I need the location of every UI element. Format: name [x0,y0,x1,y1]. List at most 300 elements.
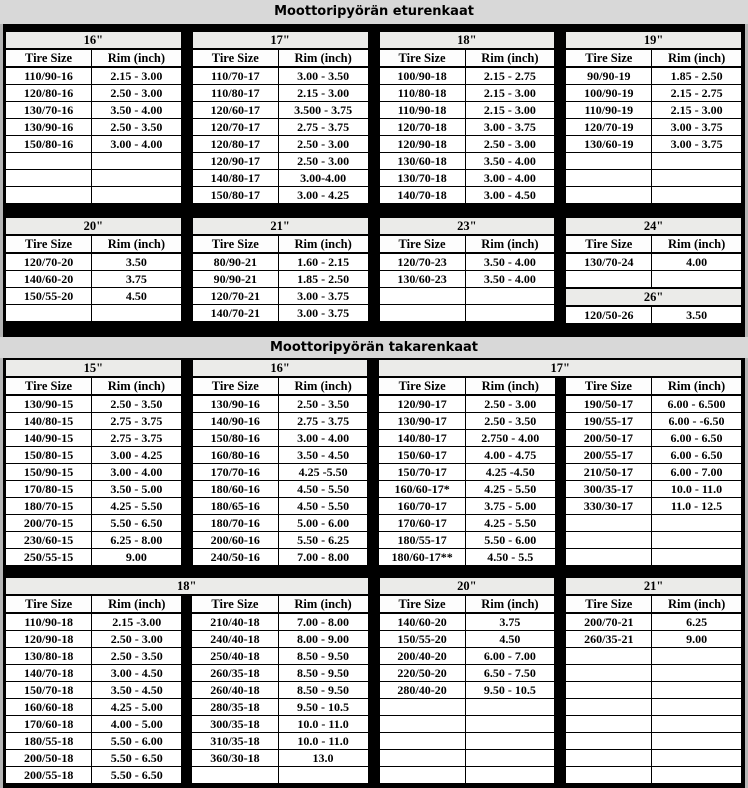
table-row [192,413,369,430]
rim-cell: 9.00 [92,549,182,567]
table-row [565,67,742,85]
rim-cell: 4.50 - 5.5 [465,549,555,567]
table-row [379,119,556,136]
table-row [379,187,556,205]
tire-size-cell: 120/90-18 [5,631,92,648]
tire-size-cell: 160/70-17 [378,498,465,515]
rim-cell: 2.75 - 3.75 [278,413,368,430]
table-row [378,447,555,464]
table-row [379,699,556,716]
tire-size-cell: 130/90-15 [5,395,92,413]
size-band: 21" [564,576,743,594]
section-title: Moottoripyörän eturenkaat [0,0,748,24]
column-header-row [192,235,369,253]
tire-size-cell: 200/55-18 [5,767,92,785]
table-band [3,30,745,205]
column-header-row [192,49,369,67]
column-header-tire-size: Tire Size [565,235,652,253]
table-row [565,253,742,271]
table-row [5,682,182,699]
table-body [192,253,369,322]
table-parts [4,234,183,323]
table-parts [191,376,370,567]
column-header-tire-size: Tire Size [192,49,279,67]
rim-cell: 3.50 - 4.00 [92,102,182,119]
column-header-rim: Rim (inch) [92,377,182,395]
table-body [5,67,182,204]
column-header-row [565,49,742,67]
tire-size-cell: 160/60-17* [378,481,465,498]
empty-cell [465,767,555,785]
empty-cell [379,767,466,785]
rim-cell: 1.85 - 2.50 [652,67,742,85]
column-header-rim: Rim (inch) [278,595,368,613]
column-header-row [565,235,742,253]
table-row [192,532,369,549]
tire-size-cell: 120/70-23 [379,253,466,271]
tire-table-part [4,48,183,205]
empty-cell [465,716,555,733]
table-row [379,631,556,648]
rim-cell: 3.00 - 3.75 [652,136,742,153]
table-row [565,682,742,699]
size-band: 20" [4,216,183,234]
rear-tires-section [3,337,745,785]
table-row [192,67,369,85]
column-header-tire-size: Tire Size [565,49,652,67]
tire-size-cell: 190/55-17 [565,413,652,430]
empty-cell [652,271,742,289]
rim-cell: 10.0 - 11.0 [652,481,742,498]
size-band: 23" [378,216,557,234]
rim-cell: 8.00 - 9.00 [278,631,368,648]
column-header-tire-size: Tire Size [191,595,278,613]
tire-size-cell: 260/40-18 [191,682,278,699]
tire-size-cell: 140/80-17 [192,170,279,187]
tire-size-cell: 130/80-18 [5,648,92,665]
tire-size-cell: 140/90-15 [5,430,92,447]
rim-cell: 2.50 - 3.00 [278,136,368,153]
table-row [192,305,369,323]
rim-cell: 3.50 - 4.00 [465,153,555,170]
column-header-row [378,377,555,395]
tire-table-part [378,48,557,205]
table-row [378,464,555,481]
table-row [5,665,182,682]
tire-size-cell: 150/55-20 [379,631,466,648]
rim-cell: 2.15 - 2.75 [652,85,742,102]
table-row [5,119,182,136]
table-row [191,716,368,733]
column-header-rim: Rim (inch) [652,595,742,613]
empty-cell [565,665,652,682]
tire-table-part [564,48,743,205]
tire-size-cell: 90/90-21 [192,271,279,288]
table-body [379,67,556,204]
tire-size-cell: 160/60-18 [5,699,92,716]
tire-size-cell: 240/50-16 [192,549,279,567]
rim-cell: 6.25 - 8.00 [92,532,182,549]
rim-cell: 4.25 - 5.50 [92,498,182,515]
tire-size-cell: 110/70-17 [192,67,279,85]
table-body [192,395,369,566]
table-row [192,119,369,136]
table-row [5,648,182,665]
rim-cell: 3.00 - 3.75 [278,305,368,323]
tire-size-cell: 140/70-18 [5,665,92,682]
rim-cell: 11.0 - 12.5 [652,498,742,515]
table-row [5,481,182,498]
rim-cell: 3.50 - 4.00 [465,271,555,288]
tire-table-18-inch [378,30,557,205]
tire-size-cell: 100/90-19 [565,85,652,102]
table-row [5,271,182,288]
table-row [5,85,182,102]
tire-size-cell: 130/70-16 [5,102,92,119]
empty-cell [565,733,652,750]
tire-size-cell: 90/90-19 [565,67,652,85]
empty-cell [565,648,652,665]
tire-size-cell: 150/60-17 [378,447,465,464]
empty-cell [652,153,742,170]
empty-cell [92,170,182,187]
column-header-tire-size: Tire Size [192,377,279,395]
tire-size-cell: 220/50-20 [379,665,466,682]
tire-table-21-inch [564,576,743,785]
column-header-rim: Rim (inch) [465,377,555,395]
rim-cell: 4.25 - 5.00 [92,699,182,716]
empty-cell [565,515,652,532]
tire-table-17-inch [377,358,743,567]
table-row [379,153,556,170]
tire-size-cell: 140/70-21 [192,305,279,323]
table-row [378,532,555,549]
rim-cell: 6.50 - 7.50 [465,665,555,682]
size-band: 21" [191,216,370,234]
tire-size-cell: 120/80-16 [5,85,92,102]
table-row [192,498,369,515]
tire-size-cell: 280/35-18 [191,699,278,716]
table-row [565,767,742,785]
size-band: 18" [4,576,370,594]
table-row [5,750,182,767]
table-row [5,532,182,549]
tire-table-20-inch [4,216,183,323]
rim-cell: 2.15 - 3.00 [652,102,742,119]
empty-cell [652,716,742,733]
tire-size-cell: 150/80-16 [192,430,279,447]
rim-cell: 5.50 - 6.00 [465,532,555,549]
column-header-row [192,235,369,253]
tire-table-part [191,376,370,567]
rim-cell: 3.00 - 4.50 [92,665,182,682]
rim-cell: 9.00 [652,631,742,648]
table-row [378,549,555,567]
table-row [5,699,182,716]
table-row [565,665,742,682]
column-header-row [378,377,555,395]
tire-table-17-inch [191,30,370,205]
rim-cell: 3.75 [92,271,182,288]
empty-cell [465,305,555,323]
tire-size-cell: 330/30-17 [565,498,652,515]
column-header-tire-size: Tire Size [5,49,92,67]
table-row [192,549,369,567]
tire-table-part [190,594,369,785]
rim-cell: 3.00 - 3.75 [465,119,555,136]
rim-cell: 3.00 - 3.75 [278,288,368,305]
table-row [565,271,742,289]
empty-cell [565,750,652,767]
tire-size-cell: 210/50-17 [565,464,652,481]
column-header-rim: Rim (inch) [92,235,182,253]
table-row [565,447,742,464]
table-row [192,464,369,481]
rim-cell: 3.00 - 4.25 [278,187,368,205]
table-parts [378,234,557,323]
table-row [5,305,182,323]
tire-size-cell: 300/35-17 [565,481,652,498]
tire-size-cell: 130/70-18 [379,170,466,187]
column-header-row [379,595,556,613]
table-body [378,395,555,566]
tire-table-21-inch [191,216,370,323]
table-row [565,631,742,648]
rim-cell: 2.15 - 3.00 [465,85,555,102]
rim-cell: 3.50 - 4.50 [92,682,182,699]
column-header-row [379,595,556,613]
table-row [191,699,368,716]
column-header-row [5,595,182,613]
column-header-tire-size: Tire Size [379,235,466,253]
table-row [565,119,742,136]
rim-cell: 4.50 - 5.50 [278,498,368,515]
table-row [192,481,369,498]
rim-cell: 4.00 [652,253,742,271]
tire-size-cell: 180/55-17 [378,532,465,549]
rim-cell: 2.75 - 3.75 [92,430,182,447]
tire-size-cell: 120/70-19 [565,119,652,136]
tire-size-cell: 200/40-20 [379,648,466,665]
rim-cell: 2.50 - 3.50 [278,395,368,413]
rim-cell: 10.0 - 11.0 [278,716,368,733]
column-header-row [192,49,369,67]
rim-cell: 6.25 [652,613,742,631]
size-band: 17" [377,358,743,376]
empty-cell [565,699,652,716]
table-row [191,631,368,648]
empty-cell [652,733,742,750]
rim-cell: 5.50 - 6.50 [92,767,182,785]
column-header-rim: Rim (inch) [465,235,555,253]
empty-cell [565,716,652,733]
table-row [5,395,182,413]
column-header-row [379,235,556,253]
size-band: 16" [4,30,183,48]
rim-cell: 3.00 - 4.25 [92,447,182,464]
rim-cell: 3.00 - 4.00 [92,136,182,153]
tire-size-cell: 120/70-17 [192,119,279,136]
tire-size-cell: 180/65-16 [192,498,279,515]
table-row [565,549,742,567]
table-parts [191,48,370,205]
empty-cell [652,187,742,205]
tire-size-cell: 250/40-18 [191,648,278,665]
table-row [5,498,182,515]
tire-size-cell: 130/90-17 [378,413,465,430]
empty-cell [652,682,742,699]
table-row [5,733,182,750]
table-row [379,750,556,767]
tire-size-cell: 180/70-15 [5,498,92,515]
rim-cell: 8.50 - 9.50 [278,648,368,665]
table-band [3,216,745,325]
column-header-rim: Rim (inch) [278,377,368,395]
column-header-row [5,377,182,395]
column-header-tire-size: Tire Size [565,595,652,613]
size-band: 16" [191,358,370,376]
table-row [192,253,369,271]
size-band: 18" [378,30,557,48]
tire-table-16-inch [4,30,183,205]
tire-size-cell: 200/70-15 [5,515,92,532]
tire-size-cell: 120/60-17 [192,102,279,119]
tire-size-cell: 160/80-16 [192,447,279,464]
empty-cell [652,532,742,549]
rim-cell: 3.00 - 4.00 [92,464,182,481]
table-row [565,733,742,750]
tire-size-cell: 110/80-17 [192,85,279,102]
table-body [565,613,742,784]
table-row [565,498,742,515]
column-header-row [565,235,742,253]
rim-cell: 2.15 - 3.00 [465,102,555,119]
rim-cell: 2.50 - 3.00 [465,136,555,153]
column-header-rim: Rim (inch) [465,595,555,613]
table-row [565,153,742,170]
tire-size-cell: 180/70-16 [192,515,279,532]
tire-table-part [4,594,183,785]
tire-size-cell: 120/90-17 [192,153,279,170]
table-row [191,682,368,699]
rim-cell: 3.50 - 4.00 [465,253,555,271]
table-row [565,413,742,430]
table-row [192,271,369,288]
rim-cell: 3.500 - 3.75 [278,102,368,119]
rim-cell: 7.00 - 8.00 [278,613,368,631]
tire-size-cell: 120/70-18 [379,119,466,136]
empty-cell [379,750,466,767]
tire-table-part [564,234,743,289]
tire-size-cell: 210/40-18 [191,613,278,631]
tire-size-cell: 200/70-21 [565,613,652,631]
column-header-row [565,49,742,67]
empty-cell [465,699,555,716]
table-row [192,170,369,187]
tire-table-part [378,594,557,785]
column-header-rim: Rim (inch) [652,377,742,395]
column-header-row [379,235,556,253]
column-header-rim: Rim (inch) [652,235,742,253]
tire-table-part [564,594,743,785]
table-row [565,532,742,549]
empty-cell [379,716,466,733]
rim-cell: 2.50 - 3.50 [92,648,182,665]
tire-size-cell: 200/50-18 [5,750,92,767]
table-row [192,136,369,153]
tire-size-cell: 110/80-18 [379,85,466,102]
tire-size-cell: 130/60-18 [379,153,466,170]
rim-cell: 3.50 - 4.50 [278,447,368,464]
size-band: 20" [378,576,557,594]
table-row [5,102,182,119]
tire-size-cell: 100/90-18 [379,67,466,85]
table-row [565,716,742,733]
column-header-rim: Rim (inch) [278,235,368,253]
size-band: 26" [564,289,743,305]
empty-cell [92,305,182,323]
column-header-row [565,377,742,395]
tire-size-cell: 120/50-26 [565,306,652,324]
table-parts [377,376,743,567]
rim-cell: 6.00 - -6.50 [652,413,742,430]
rim-cell: 13.0 [278,750,368,767]
tire-size-cell: 150/90-15 [5,464,92,481]
rim-cell: 3.75 - 5.00 [465,498,555,515]
rim-cell: 4.00 - 5.00 [92,716,182,733]
tire-size-cell: 200/50-17 [565,430,652,447]
tire-size-cell: 180/60-16 [192,481,279,498]
tire-size-cell: 130/60-23 [379,271,466,288]
table-row [565,515,742,532]
table-row [5,288,182,305]
tire-size-cell: 140/80-15 [5,413,92,430]
table-parts [378,594,557,785]
table-row [191,767,368,785]
rim-cell: 2.15 - 3.00 [92,67,182,85]
size-band: 15" [4,358,183,376]
column-header-row [565,595,742,613]
table-body [5,613,182,784]
table-row [565,481,742,498]
table-row [5,413,182,430]
table-row [191,648,368,665]
rim-cell: 4.25 - 5.50 [465,481,555,498]
table-row [379,733,556,750]
tire-size-cell: 130/90-16 [192,395,279,413]
size-band: 19" [564,30,743,48]
tire-table-16-inch [191,358,370,567]
rim-cell: 3.00 - 3.75 [652,119,742,136]
empty-cell [652,515,742,532]
table-body [565,253,742,288]
table-row [5,631,182,648]
rim-cell: 2.50 - 3.00 [92,631,182,648]
rim-cell: 5.00 - 6.00 [278,515,368,532]
column-header-row [191,595,368,613]
table-row [192,85,369,102]
tire-size-cell: 190/50-17 [565,395,652,413]
section-title: Moottoripyörän takarenkaat [0,337,748,358]
table-row [5,153,182,170]
rim-cell: 6.00 - 6.500 [652,395,742,413]
tire-size-cell: 120/90-18 [379,136,466,153]
column-header-tire-size: Tire Size [5,235,92,253]
size-band: 24" [564,216,743,234]
column-header-row [192,377,369,395]
table-row [5,464,182,481]
table-row [192,430,369,447]
